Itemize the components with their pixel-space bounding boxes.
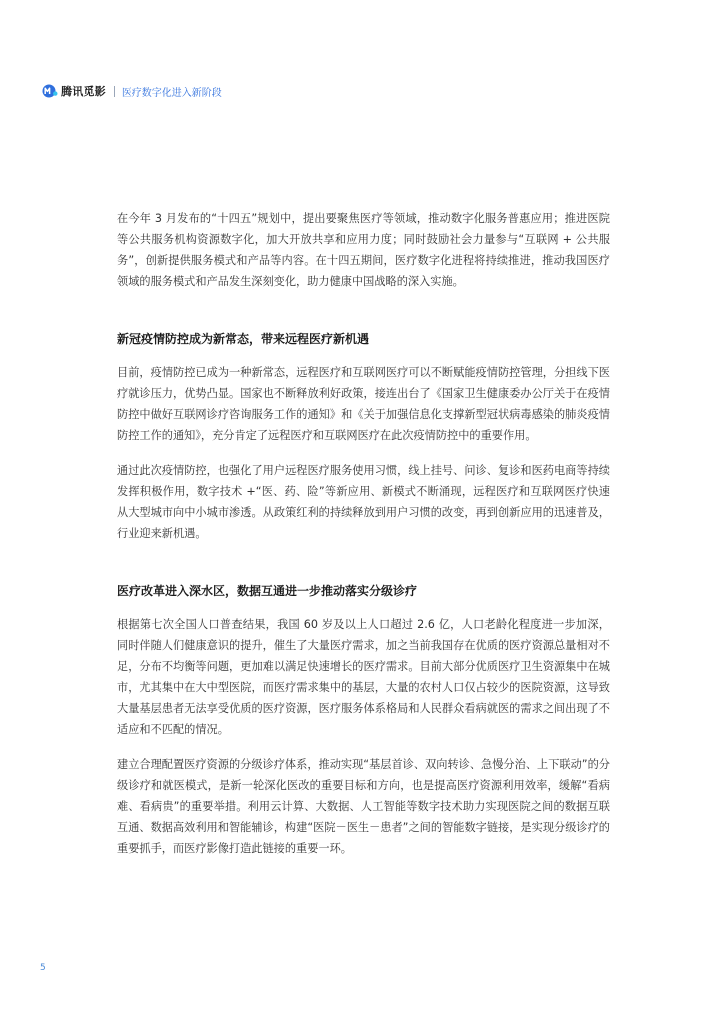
section2-paragraph-2: 建立合理配置医疗资源的分级诊疗体系，推动实现“基层首诊、双向转诊、急慢分治、上下联动”的分级诊疗和就医模式，是新一轮深化医改的重要目标和方向，也是提高医疗资源利用效率，缓解“看病难、看病贵”的重要举措。利用云计算、大数据、人工智能等数字技术助力实现医院之间的数据互联互通、数据高效利用和智能辅诊，构建“医院－医生－患者”之间的智能数字链接，是实现分级诊疗的重要抓手，而医疗影像打造此链接的重要一环。 [117, 758, 610, 855]
header-divider [114, 86, 115, 97]
intro-paragraph: 在今年 3 月发布的“十四五”规划中，提出要聚焦医疗等领域，推动数字化服务普惠应用；推进医院等公共服务机构资源数字化，加大开放共享和应用力度；同时鼓励社会力量参与“互联网 + 公共服务”，创新提供服务模式和产品等内容。在十四五期间，医疗数字化进程将持续推进，推动我国医疗领域的服务模式和产品发生深刻变化，助力健康中国战略的深入实施。 [117, 212, 610, 288]
section1-heading: 新冠疫情防控成为新常态，带来远程医疗新机遇 [117, 332, 370, 346]
article-body [117, 208, 610, 859]
section2-paragraph-1: 根据第七次全国人口普查结果，我国 60 岁及以上人口超过 2.6 亿，人口老龄化程度进一步加深，同时伴随人们健康意识的提升，催生了大量医疗需求，加之当前我国存在优质的医疗资源总量相对不足，分布不均衡等问题，更加难以满足快速增长的医疗需求。目前大部分优质医疗卫生资源集中在城市，尤其集中在大中型医院，而医疗需求集中的基层，大量的农村人口仅占较少的医院资源，这导致大量基层患者无法享受优质的医疗资源，医疗服务体系格局和人民群众看病就医的需求之间出现了不适应和不匹配的情况。 [117, 618, 610, 736]
header-section-title: 医疗数字化进入新阶段 [121, 87, 222, 99]
section1-paragraph-1: 目前，疫情防控已成为一种新常态，远程医疗和互联网医疗可以不断赋能疫情防控管理，分担线下医疗就诊压力，优势凸显。国家也不断释放利好政策，接连出台了《国家卫生健康委办公厅关于在疫情防控中做好互联网诊疗咨询服务工作的通知》和《关于加强信息化支撑新型冠状病毒感染的肺炎疫情防控工作的通知》，充分肯定了远程医疗和互联网医疗在此次疫情防控中的重要作用。 [117, 366, 610, 442]
page-header [42, 82, 222, 100]
brand-name: 腾讯觅影 [61, 85, 106, 98]
page-number: 5 [40, 963, 46, 973]
section1-paragraph-2: 通过此次疫情防控，也强化了用户远程医疗服务使用习惯，线上挂号、问诊、复诊和医药电商等持续发挥积极作用，数字技术 +“医、药、险”等新应用、新模式不断涌现，远程医疗和互联网医疗快速从大型城市向中小城市渗透。从政策红利的持续释放到用户习惯的改变，再到创新应用的迅速普及，行业迎来新机遇。 [117, 464, 610, 540]
section2-heading: 医疗改革进入深水区，数据互通进一步推动落实分级诊疗 [117, 584, 418, 598]
tencent-miying-logo-icon [42, 84, 58, 98]
